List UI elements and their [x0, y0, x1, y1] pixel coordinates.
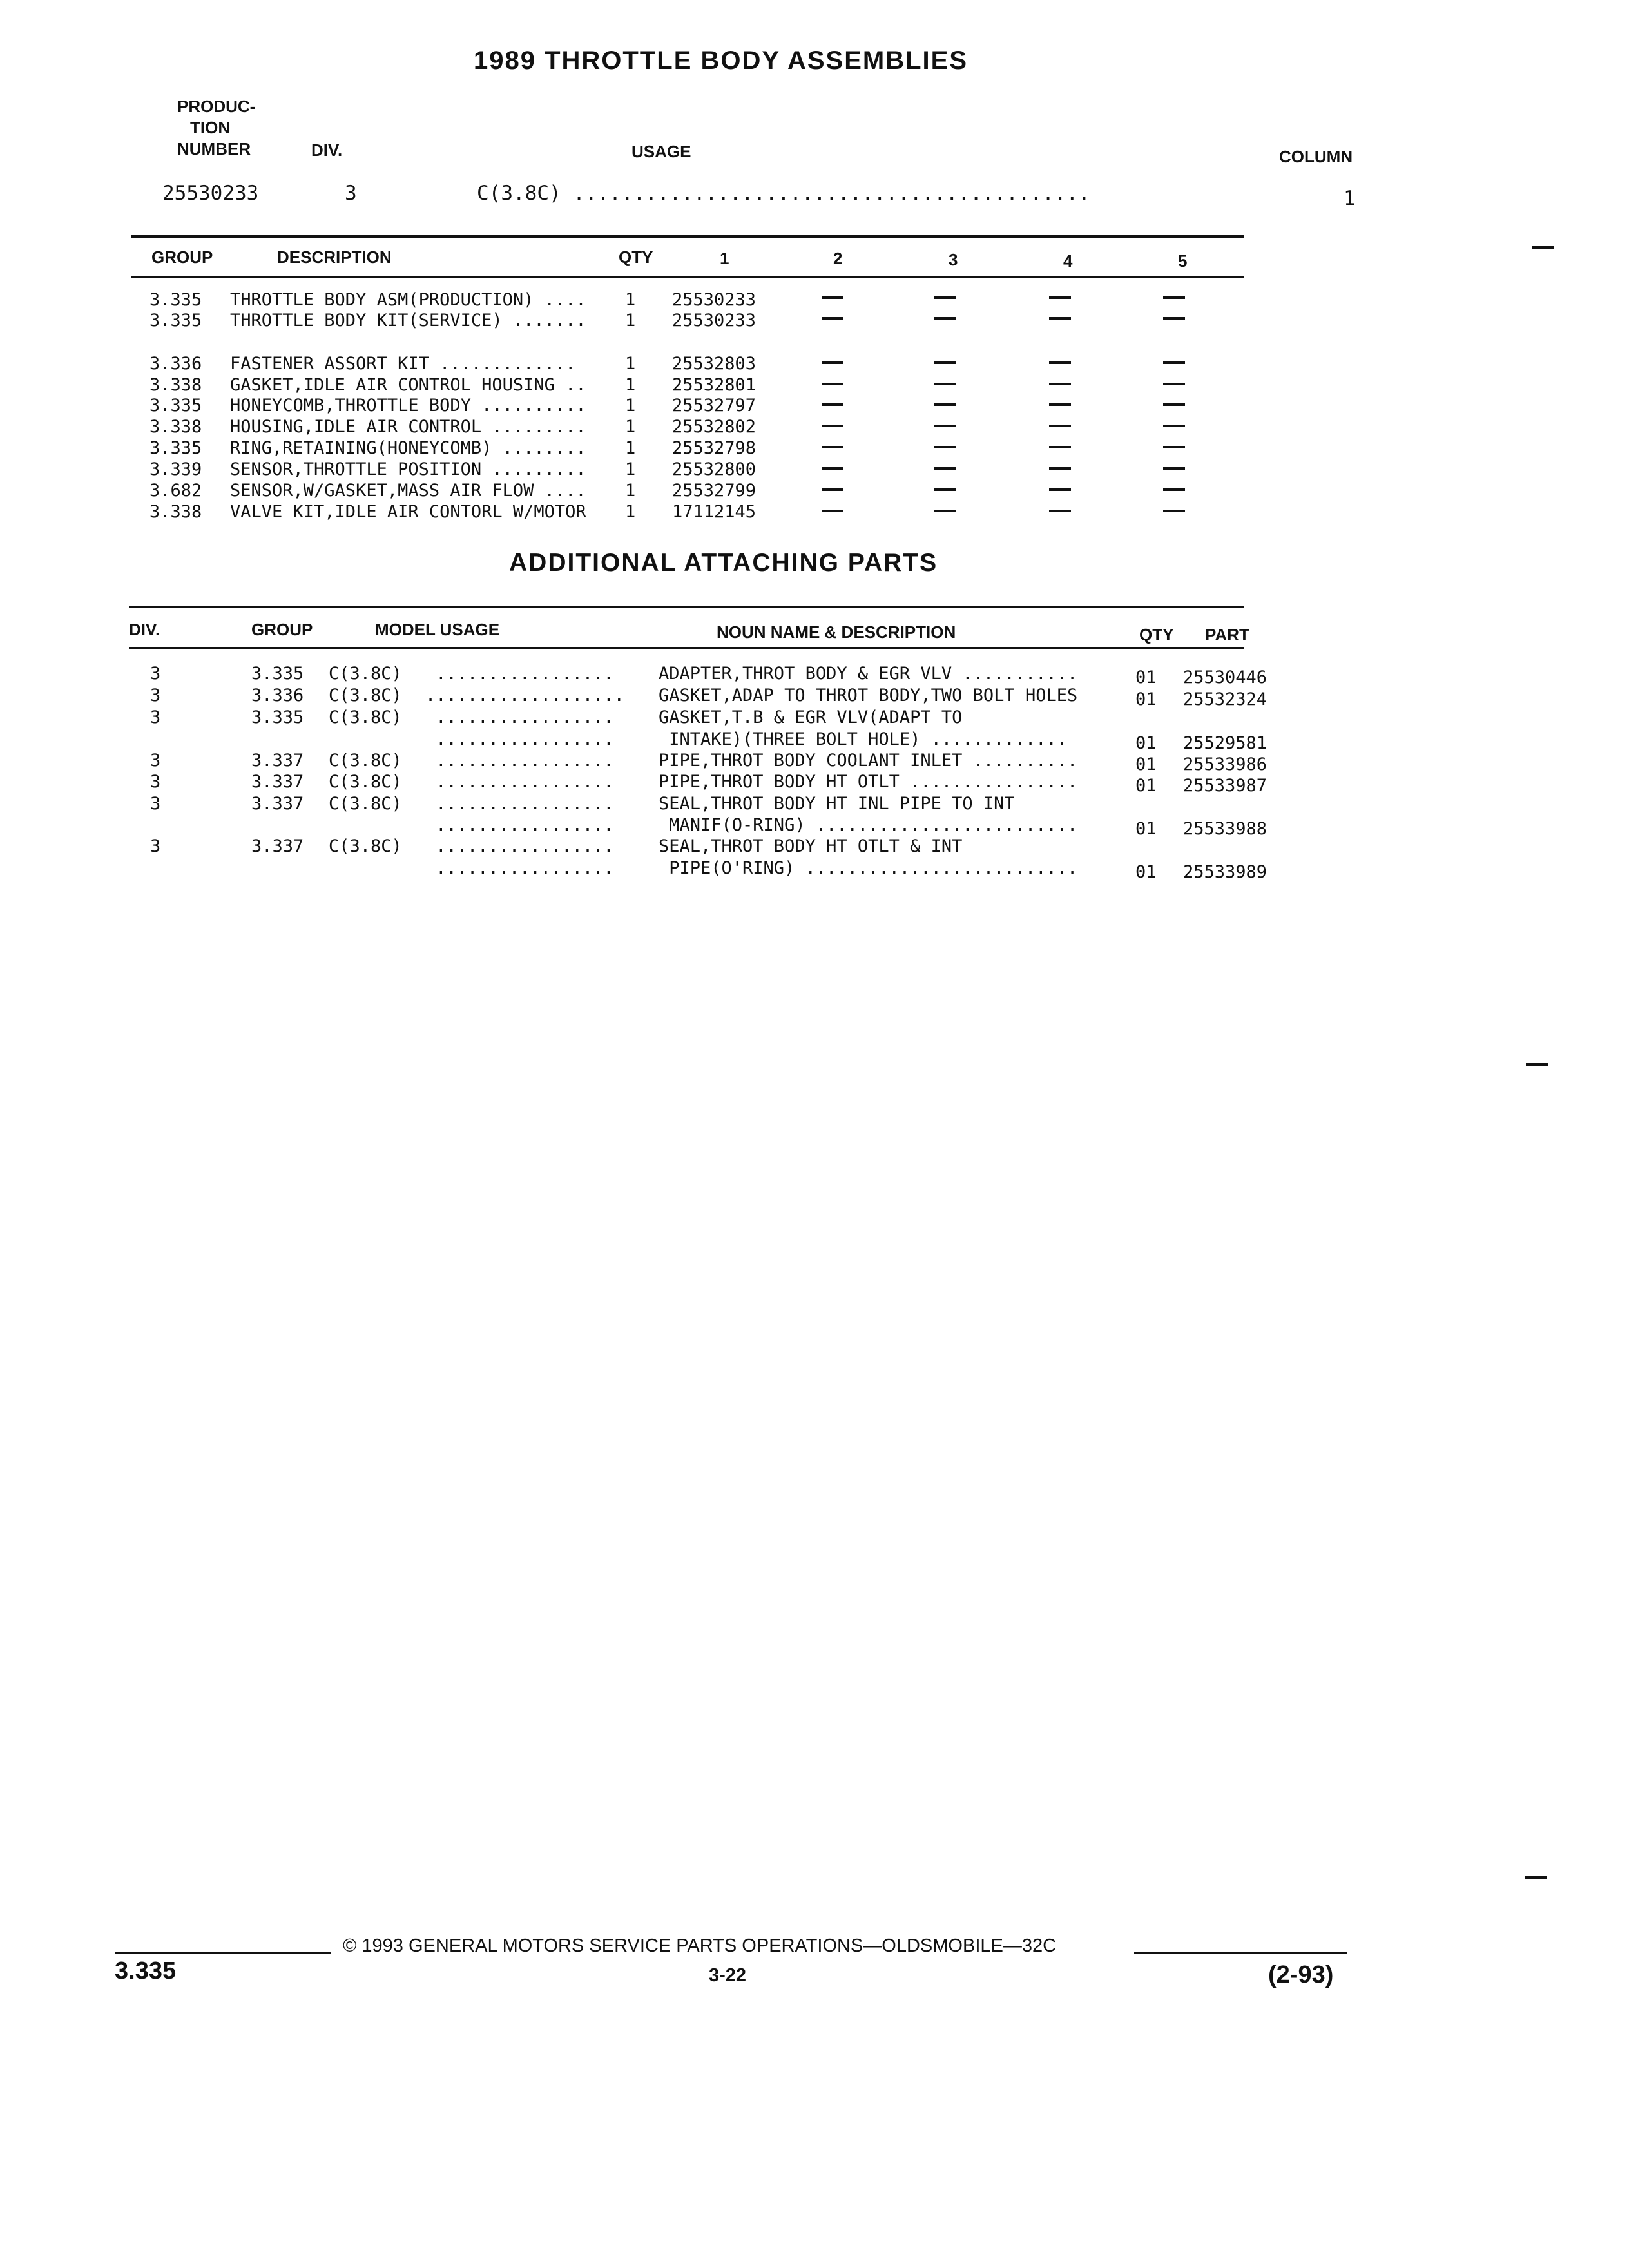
col-header-5: 5 [1178, 251, 1188, 271]
row-qty: 1 [625, 438, 636, 458]
header-column: COLUMN [1279, 147, 1353, 166]
line-desc: ADAPTER,THROT BODY & EGR VLV ........... [659, 664, 1078, 684]
line-div: 3 [150, 751, 161, 771]
empty-column-dash [1163, 488, 1185, 491]
assembly-usage: C(3.8C) ........................................... [477, 182, 1090, 205]
list-item [0, 729, 1629, 751]
line-part: 25533987 [1183, 776, 1268, 796]
empty-column-dash [934, 510, 956, 512]
list-item [0, 707, 1629, 729]
row-qty: 1 [625, 354, 636, 374]
header-div: DIV. [311, 140, 343, 160]
add-header-model-usage: MODEL USAGE [375, 620, 500, 639]
margin-mark [1532, 246, 1554, 249]
line-dots: ................... [425, 686, 624, 706]
list-item [0, 686, 1629, 707]
line-desc: PIPE(O'RING) .......................... [659, 858, 1078, 878]
line-model: C(3.8C) [329, 836, 402, 856]
empty-column-dash [1163, 296, 1185, 299]
row-qty: 1 [625, 396, 636, 416]
empty-column-dash [934, 296, 956, 299]
empty-column-dash [1163, 467, 1185, 470]
row-part: 25532798 [672, 438, 757, 458]
row-part: 25532799 [672, 481, 757, 501]
row-group: 3.339 [149, 459, 202, 479]
row-description: HONEYCOMB,THROTTLE BODY .......... [230, 396, 586, 416]
row-description: RING,RETAINING(HONEYCOMB) ........ [230, 438, 586, 458]
empty-column-dash [822, 361, 843, 364]
line-dots: ................. [425, 794, 614, 814]
row-part: 25530233 [672, 290, 757, 310]
row-description: HOUSING,IDLE AIR CONTROL ......... [230, 417, 586, 437]
line-model: C(3.8C) [329, 686, 402, 706]
empty-column-dash [1049, 488, 1071, 491]
header-production-line1: PRODUC- [177, 97, 256, 116]
row-group: 3.336 [149, 354, 202, 374]
col-header-2: 2 [833, 249, 843, 268]
row-description: GASKET,IDLE AIR CONTROL HOUSING .. [230, 375, 586, 395]
line-group: 3.337 [251, 836, 304, 856]
empty-column-dash [1163, 510, 1185, 512]
empty-column-dash [1049, 296, 1071, 299]
empty-column-dash [934, 403, 956, 406]
line-dots: ................. [425, 751, 614, 771]
row-description: THROTTLE BODY ASM(PRODUCTION) .... [230, 290, 586, 310]
table-row [0, 459, 1629, 481]
line-div: 3 [150, 836, 161, 856]
list-item [0, 794, 1629, 816]
row-qty: 1 [625, 502, 636, 522]
row-part: 25532800 [672, 459, 757, 479]
empty-column-dash [822, 425, 843, 427]
empty-column-dash [934, 488, 956, 491]
empty-column-dash [822, 467, 843, 470]
table-row [0, 375, 1629, 397]
empty-column-dash [1049, 446, 1071, 448]
table-row [0, 502, 1629, 524]
table-row [0, 290, 1629, 312]
line-group: 3.337 [251, 772, 304, 792]
row-qty: 1 [625, 311, 636, 331]
row-description: THROTTLE BODY KIT(SERVICE) ....... [230, 311, 586, 331]
table-row [0, 417, 1629, 439]
line-part: 25533989 [1183, 862, 1268, 882]
assembly-number: 25530233 [162, 182, 259, 205]
empty-column-dash [1163, 425, 1185, 427]
line-div: 3 [150, 772, 161, 792]
table-row [0, 438, 1629, 460]
col-header-qty: QTY [619, 247, 653, 267]
row-part: 25532797 [672, 396, 757, 416]
row-group: 3.338 [149, 417, 202, 437]
line-dots: ................. [425, 836, 614, 856]
row-qty: 1 [625, 375, 636, 395]
row-description: VALVE KIT,IDLE AIR CONTORL W/MOTOR [230, 502, 586, 522]
empty-column-dash [822, 296, 843, 299]
footer-left-rule [115, 1952, 331, 1954]
col-header-1: 1 [720, 249, 729, 268]
assembly-div: 3 [345, 182, 357, 205]
empty-column-dash [1049, 510, 1071, 512]
row-description: SENSOR,W/GASKET,MASS AIR FLOW .... [230, 481, 586, 501]
col-header-4: 4 [1063, 251, 1073, 271]
footer-date-code: (2-93) [1268, 1961, 1334, 1988]
footer-copyright: © 1993 GENERAL MOTORS SERVICE PARTS OPERATIONS—OLDSMOBILE—32C [343, 1936, 1057, 1956]
assembly-column: 1 [1344, 187, 1356, 210]
add-header-group: GROUP [251, 620, 313, 639]
empty-column-dash [822, 403, 843, 406]
empty-column-dash [822, 383, 843, 385]
additional-header-rule [129, 647, 1244, 649]
row-description: FASTENER ASSORT KIT ............. [230, 354, 576, 374]
empty-column-dash [1163, 383, 1185, 385]
footer-right-rule [1134, 1952, 1347, 1954]
line-desc: MANIF(O-RING) ......................... [659, 815, 1078, 835]
page-title: 1989 THROTTLE BODY ASSEMBLIES [474, 46, 969, 75]
line-qty: 01 [1135, 862, 1157, 882]
table-row [0, 481, 1629, 503]
list-item [0, 836, 1629, 858]
empty-column-dash [1049, 361, 1071, 364]
header-production-line2: TION [190, 118, 231, 137]
line-qty: 01 [1135, 819, 1157, 839]
row-group: 3.338 [149, 502, 202, 522]
row-part: 25532803 [672, 354, 757, 374]
line-desc: GASKET,ADAP TO THROT BODY,TWO BOLT HOLES [659, 686, 1078, 706]
additional-title: ADDITIONAL ATTACHING PARTS [509, 549, 938, 577]
line-group: 3.337 [251, 751, 304, 771]
line-part: 25529581 [1183, 733, 1268, 753]
row-part: 25532802 [672, 417, 757, 437]
empty-column-dash [934, 383, 956, 385]
row-qty: 1 [625, 290, 636, 310]
footer-page-number: 3-22 [709, 1965, 747, 1986]
row-group: 3.335 [149, 290, 202, 310]
empty-column-dash [1049, 403, 1071, 406]
line-dots: ................. [425, 664, 614, 684]
line-model: C(3.8C) [329, 772, 402, 792]
line-group: 3.336 [251, 686, 304, 706]
line-group: 3.337 [251, 794, 304, 814]
row-part: 17112145 [672, 502, 757, 522]
margin-mark [1526, 1063, 1548, 1066]
line-part: 25530446 [1183, 668, 1268, 687]
line-qty: 01 [1135, 754, 1157, 774]
line-qty: 01 [1135, 776, 1157, 796]
line-desc: SEAL,THROT BODY HT INL PIPE TO INT [659, 794, 1015, 814]
line-group: 3.335 [251, 707, 304, 727]
empty-column-dash [822, 317, 843, 320]
line-desc: INTAKE)(THREE BOLT HOLE) ............. [659, 729, 1067, 749]
add-header-noun: NOUN NAME & DESCRIPTION [717, 622, 956, 642]
empty-column-dash [934, 446, 956, 448]
row-qty: 1 [625, 417, 636, 437]
line-div: 3 [150, 707, 161, 727]
line-desc: PIPE,THROT BODY COOLANT INLET .......... [659, 751, 1078, 771]
row-part: 25530233 [672, 311, 757, 331]
empty-column-dash [1163, 403, 1185, 406]
list-item [0, 858, 1629, 880]
row-group: 3.338 [149, 375, 202, 395]
table-row [0, 354, 1629, 376]
row-qty: 1 [625, 459, 636, 479]
line-desc: PIPE,THROT BODY HT OTLT ................ [659, 772, 1078, 792]
line-model: C(3.8C) [329, 664, 402, 684]
line-dots: ................. [425, 858, 614, 878]
table-top-rule [131, 235, 1244, 238]
line-qty: 01 [1135, 733, 1157, 753]
empty-column-dash [1163, 361, 1185, 364]
row-description: SENSOR,THROTTLE POSITION ......... [230, 459, 586, 479]
row-group: 3.335 [149, 396, 202, 416]
line-div: 3 [150, 664, 161, 684]
add-header-part: PART [1205, 625, 1249, 644]
list-item [0, 664, 1629, 686]
empty-column-dash [1163, 317, 1185, 320]
line-model: C(3.8C) [329, 751, 402, 771]
line-part: 25533988 [1183, 819, 1268, 839]
empty-column-dash [934, 467, 956, 470]
empty-column-dash [1049, 317, 1071, 320]
header-usage: USAGE [631, 142, 691, 161]
line-dots: ................. [425, 707, 614, 727]
line-dots: ................. [425, 729, 614, 749]
footer-section-number: 3.335 [115, 1957, 177, 1984]
line-qty: 01 [1135, 668, 1157, 687]
line-div: 3 [150, 794, 161, 814]
row-group: 3.335 [149, 311, 202, 331]
table-row [0, 311, 1629, 332]
line-part: 25532324 [1183, 689, 1268, 709]
col-header-description: DESCRIPTION [277, 247, 392, 267]
add-header-div: DIV. [129, 620, 160, 639]
empty-column-dash [1049, 425, 1071, 427]
line-group: 3.335 [251, 664, 304, 684]
empty-column-dash [822, 510, 843, 512]
add-header-qty: QTY [1139, 625, 1174, 644]
row-part: 25532801 [672, 375, 757, 395]
empty-column-dash [822, 446, 843, 448]
empty-column-dash [934, 425, 956, 427]
line-qty: 01 [1135, 689, 1157, 709]
empty-column-dash [934, 361, 956, 364]
empty-column-dash [822, 488, 843, 491]
table-header-rule [131, 276, 1244, 278]
line-desc: SEAL,THROT BODY HT OTLT & INT [659, 836, 963, 856]
empty-column-dash [934, 317, 956, 320]
additional-top-rule [129, 606, 1244, 608]
line-dots: ................. [425, 815, 614, 835]
line-desc: GASKET,T.B & EGR VLV(ADAPT TO [659, 707, 963, 727]
col-header-group: GROUP [151, 247, 213, 267]
line-model: C(3.8C) [329, 794, 402, 814]
margin-mark [1525, 1876, 1547, 1879]
col-header-3: 3 [949, 250, 958, 269]
line-model: C(3.8C) [329, 707, 402, 727]
empty-column-dash [1163, 446, 1185, 448]
empty-column-dash [1049, 383, 1071, 385]
list-item [0, 815, 1629, 837]
line-div: 3 [150, 686, 161, 706]
row-qty: 1 [625, 481, 636, 501]
empty-column-dash [1049, 467, 1071, 470]
row-group: 3.335 [149, 438, 202, 458]
table-row [0, 396, 1629, 418]
list-item [0, 751, 1629, 773]
row-group: 3.682 [149, 481, 202, 501]
line-part: 25533986 [1183, 754, 1268, 774]
line-dots: ................. [425, 772, 614, 792]
list-item [0, 772, 1629, 794]
header-production-line3: NUMBER [177, 139, 251, 159]
